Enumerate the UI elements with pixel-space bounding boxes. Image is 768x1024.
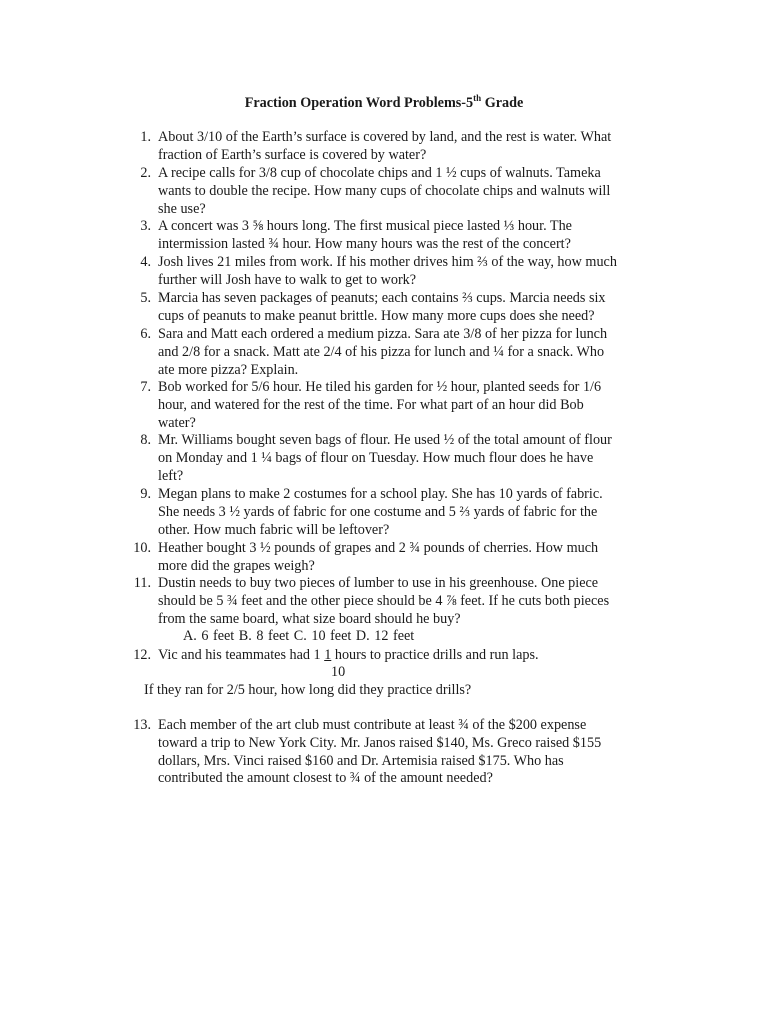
problem-text xyxy=(158,254,658,290)
problem-text xyxy=(158,540,658,576)
problem-text xyxy=(158,218,658,254)
problem-line: dollars, Mrs. Vinci raised $160 and Dr. Artemisia raised $175. Who has xyxy=(158,752,564,769)
problem-line: and 2/8 for a snack. Matt ate 2/4 of his pizza for lunch and ¼ for a snack. Who xyxy=(158,343,605,360)
problem-line: Josh lives 21 miles from work. If his mother drives him ⅔ of the way, how much xyxy=(158,254,617,270)
problem-text xyxy=(158,486,658,539)
problem-number: 8. xyxy=(140,432,151,448)
problem-line: intermission lasted ¾ hour. How many hours was the rest of the concert? xyxy=(158,235,571,252)
problem-line: She needs 3 ½ yards of fabric for one costume and 5 ⅔ yards of fabric for the xyxy=(158,503,598,520)
problem-line: wants to double the recipe. How many cups of chocolate chips and walnuts will xyxy=(158,182,611,199)
problem-text xyxy=(158,165,658,218)
problem-line: fraction of Earth’s surface is covered by water? xyxy=(158,146,427,163)
problem-line: Heather bought 3 ½ pounds of grapes and 2 ¾ pounds of cherries. How much xyxy=(158,540,599,556)
problem-line xyxy=(158,647,658,665)
problem-line: toward a trip to New York City. Mr. Janos raised $140, Ms. Greco raised $155 xyxy=(158,734,602,751)
problem-line: Each member of the art club must contribute at least ¾ of the $200 expense xyxy=(158,717,587,733)
problem-number: 5. xyxy=(140,290,151,306)
problem-12-question: If they ran for 2/5 hour, how long did they practice drills? xyxy=(144,682,472,698)
problem-text xyxy=(158,290,658,326)
problem-12-text-after: hours to practice drills and run laps. xyxy=(331,647,539,663)
title-text: Fraction Operation Word Problems-5 xyxy=(244,95,474,111)
problem-text xyxy=(158,129,658,165)
problem-12-text-before: Vic and his teammates had 1 xyxy=(158,647,325,663)
problem-number: 9. xyxy=(140,486,151,502)
fraction-numerator: 1 xyxy=(324,647,332,663)
problem-line: more did the grapes weigh? xyxy=(158,557,315,574)
title-superscript: th xyxy=(473,93,482,103)
problem-number: 11. xyxy=(133,575,151,591)
problem-line: A concert was 3 ⅝ hours long. The first musical piece lasted ⅓ hour. The xyxy=(158,218,572,234)
fraction-denominator: 10 xyxy=(331,664,346,680)
problem-line: Bob worked for 5/6 hour. He tiled his garden for ½ hour, planted seeds for 1/6 xyxy=(158,379,602,395)
problem-number: 13. xyxy=(133,717,151,733)
problem-number: 1. xyxy=(140,129,151,145)
problem-line: Megan plans to make 2 costumes for a school play. She has 10 yards of fabric. xyxy=(158,486,603,502)
problem-line: contributed the amount closest to ¾ of the amount needed? xyxy=(158,770,493,787)
problem-line: Mr. Williams bought seven bags of flour. He used ½ of the total amount of flour xyxy=(158,432,612,448)
problem-number: 2. xyxy=(140,165,151,181)
problem-line: Marcia has seven packages of peanuts; each contains ⅔ cups. Marcia needs six xyxy=(158,290,606,306)
problem-line: A recipe calls for 3/8 cup of chocolate chips and 1 ½ cups of walnuts. Tameka xyxy=(158,165,601,181)
problem-line: from the same board, what size board should he buy? xyxy=(158,610,461,627)
problem-number: 6. xyxy=(140,326,151,342)
problem-number: 7. xyxy=(140,379,151,395)
problem-11-choices: A. 6 feet B. 8 feet C. 10 feet D. 12 feet xyxy=(183,628,415,644)
problem-line: hour, and watered for the rest of the time. For what part of an hour did Bob xyxy=(158,396,584,413)
problem-line: Dustin needs to buy two pieces of lumber to use in his greenhouse. One piece xyxy=(158,575,599,591)
problem-text xyxy=(158,717,658,788)
problem-line: other. How much fabric will be leftover? xyxy=(158,521,390,538)
problem-line: About 3/10 of the Earth’s surface is covered by land, and the rest is water. What xyxy=(158,129,612,145)
problem-line: she use? xyxy=(158,200,206,217)
problem-number: 4. xyxy=(140,254,151,270)
problem-line: ate more pizza? Explain. xyxy=(158,361,299,378)
problem-text xyxy=(158,432,658,485)
problem-number: 3. xyxy=(140,218,151,234)
problem-text xyxy=(158,326,658,379)
problem-line: further will Josh have to walk to get to work? xyxy=(158,271,417,288)
problem-line: left? xyxy=(158,467,184,484)
problem-line: Sara and Matt each ordered a medium pizza. Sara ate 3/8 of her pizza for lunch xyxy=(158,326,608,342)
problem-line: cups of peanuts to make peanut brittle. How many more cups does she need? xyxy=(158,307,595,324)
problem-text xyxy=(158,575,658,628)
problem-line: water? xyxy=(158,414,196,431)
problem-number: 10. xyxy=(133,540,151,556)
problem-text xyxy=(158,647,658,665)
problem-line: should be 5 ¾ feet and the other piece should be 4 ⅞ feet. If he cuts both pieces xyxy=(158,592,610,609)
problem-number: 12. xyxy=(133,647,151,663)
problem-text xyxy=(158,379,658,432)
title-suffix: Grade xyxy=(481,95,524,111)
page-title xyxy=(0,94,768,112)
problem-line: on Monday and 1 ¼ bags of flour on Tuesday. How much flour does he have xyxy=(158,449,594,466)
